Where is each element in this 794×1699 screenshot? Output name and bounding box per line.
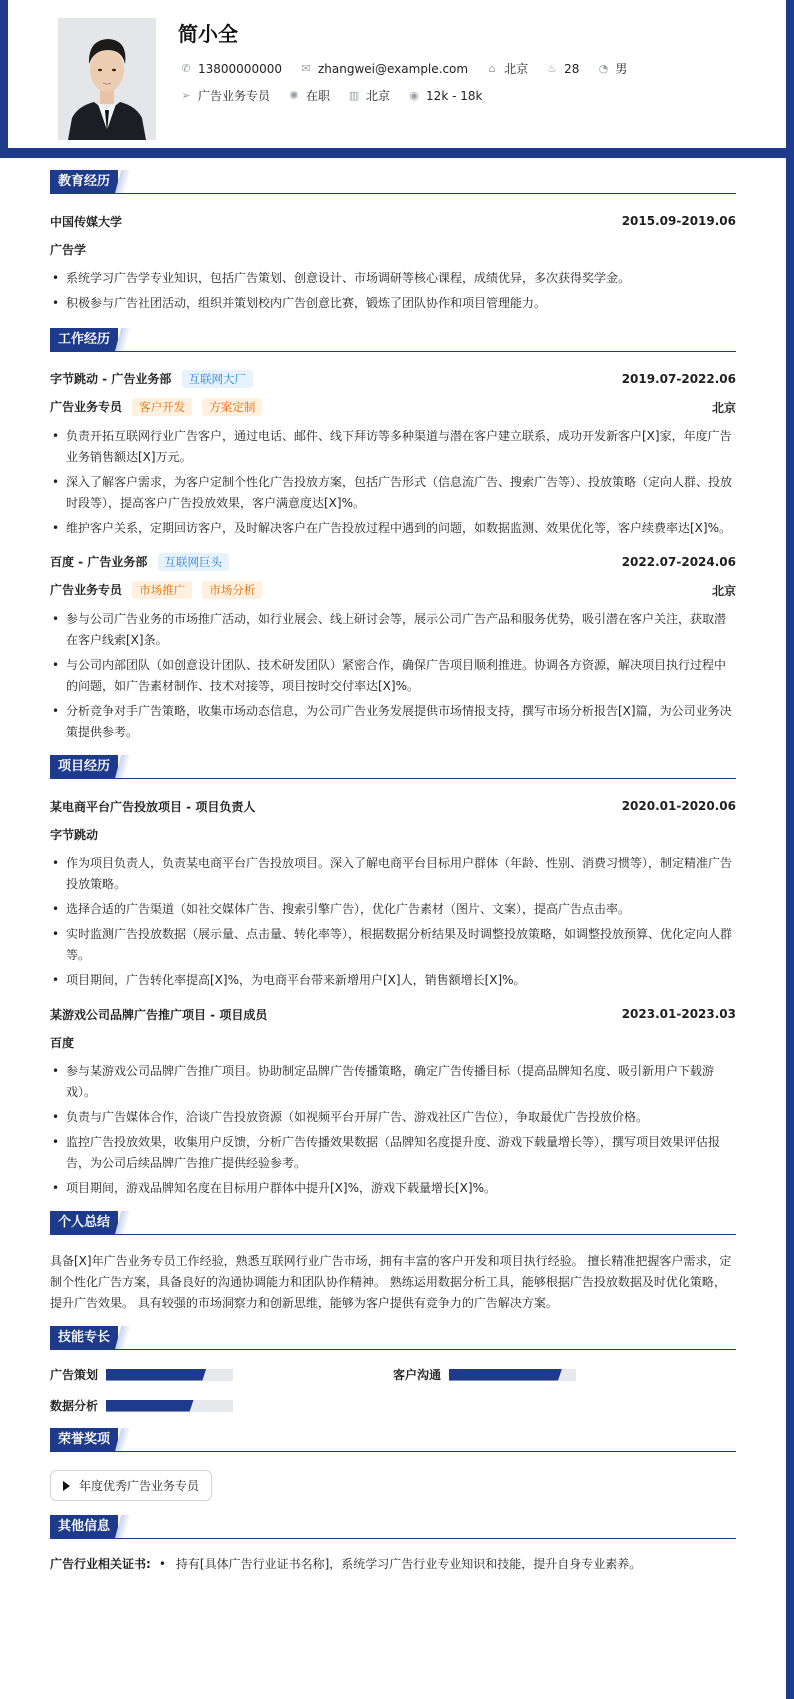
section-header — [50, 1326, 736, 1354]
skill-bar-fill — [449, 1369, 562, 1381]
project-period: 2020.01-2020.06 — [621, 799, 736, 813]
list-item: • 项目期间，广告转化率提高[X]%，为电商平台带来新增用户[X]人，销售额增长[X]%。 — [50, 970, 736, 991]
section-title: 工作经历 — [50, 328, 118, 352]
skill-bar-fill — [106, 1400, 194, 1412]
other-info-row — [50, 1555, 736, 1572]
section-header — [50, 1211, 736, 1239]
project-period: 2023.01-2023.03 — [621, 1007, 736, 1021]
skills-grid — [50, 1366, 736, 1414]
candidate-name: 简小全 — [178, 22, 238, 46]
other-section — [50, 1515, 736, 1572]
project-item — [50, 1003, 736, 1199]
list-item: • 与公司内部团队（如创意设计团队、技术研发团队）紧密合作，确保广告项目顺利推进。协调各方资源，解决项目执行过程中的问题，如广告素材制作、技术对接等，项目按时交付率达[X]%。 — [50, 655, 736, 697]
phone-number: 13800000000 — [198, 61, 282, 76]
skill-bar — [106, 1369, 233, 1381]
play-triangle-icon — [63, 1481, 70, 1491]
awards-section — [50, 1428, 736, 1501]
work-item — [50, 551, 736, 743]
education-item — [50, 210, 736, 314]
list-item: • 负责开拓互联网行业广告客户，通过电话、邮件、线下拜访等多种渠道与潜在客户建立联系，成功开发新客户[X]家，年度广告业务销售额达[X]万元。 — [50, 426, 736, 468]
skill-bar — [106, 1400, 233, 1412]
list-item: • 分析竞争对手广告策略，收集市场动态信息，为公司广告业务发展提供市场情报支持，撰写市场分析报告[X]篇，为公司业务决策提供参考。 — [50, 701, 736, 743]
frame-right-bar — [786, 0, 794, 1699]
email-address: zhangwei@example.com — [317, 61, 469, 76]
profile-photo — [58, 18, 156, 140]
status-icon: ✺ — [289, 88, 299, 102]
target-city: 北京 — [366, 89, 391, 103]
section-divider — [50, 1538, 736, 1539]
list-item: • 参与某游戏公司品牌广告推广项目。协助制定品牌广告传播策略，确定广告传播目标（提高品牌知名度、吸引新用户下载游戏）。 — [50, 1061, 736, 1103]
contact-row — [180, 60, 639, 77]
education-period: 2015.09-2019.06 — [621, 214, 736, 228]
project-name: 某游戏公司品牌广告推广项目 - 项目成员 — [50, 1007, 268, 1022]
section-divider — [50, 1349, 736, 1350]
section-title: 荣誉奖项 — [50, 1428, 118, 1452]
job-status: 在职 — [306, 89, 331, 103]
resume-body — [50, 170, 736, 1572]
target-position: 广告业务专员 — [198, 89, 271, 103]
skill-item — [50, 1397, 393, 1414]
list-item: • 深入了解客户需求，为客户定制个性化广告投放方案，包括广告形式（信息流广告、搜索广告等）、投放策略（定向人群、投放时段等），提高客户广告投放效果，客户满意度达[X]%。 — [50, 472, 736, 514]
skill-name: 数据分析 — [50, 1399, 99, 1413]
skill-item — [50, 1366, 393, 1383]
salary-icon: ◉ — [409, 88, 419, 102]
gender: 男 — [615, 62, 628, 76]
home-location: 北京 — [504, 62, 529, 76]
section-divider — [50, 193, 736, 194]
summary-text: 具备[X]年广告业务专员工作经验，熟悉互联网行业广告市场，拥有丰富的客户开发和项目执行经验。 擅长精准把握客户需求，定制个性化广告方案，具备良好的沟通协调能力和团队协作精神。 熟练运用数据分析工具，能够根据广告投放数据及时优化策略，提升广告效果。 具有较强的市场洞察力和创新思维，能够为客户提供有竞争力的广告解决方案。 — [50, 1254, 732, 1310]
award-name: 年度优秀广告业务专员 — [79, 1479, 200, 1493]
frame-top-bar — [0, 148, 794, 158]
section-title: 个人总结 — [50, 1211, 118, 1235]
list-item: • 积极参与广告社团活动，组织并策划校内广告创意比赛，锻炼了团队协作和项目管理能力。 — [50, 293, 736, 314]
project-name: 某电商平台广告投放项目 - 项目负责人 — [50, 799, 256, 814]
skill-name: 客户沟通 — [393, 1368, 442, 1382]
section-divider — [50, 351, 736, 352]
work-period: 2022.07-2024.06 — [621, 555, 736, 569]
list-item: • 参与公司广告业务的市场推广活动，如行业展会、线上研讨会等，展示公司广告产品和服务优势，吸引潜在客户关注，获取潜在客户线索[X]条。 — [50, 609, 736, 651]
company-name: 百度 - 广告业务部 — [50, 555, 148, 569]
role-tag: 方案定制 — [202, 398, 262, 416]
gender-icon: ◔ — [598, 61, 609, 75]
education-section — [50, 170, 736, 314]
section-divider — [50, 1451, 736, 1452]
project-org: 百度 — [50, 1035, 75, 1050]
work-item — [50, 368, 736, 539]
list-item: • 项目期间，游戏品牌知名度在目标用户群体中提升[X]%，游戏下载量增长[X]%。 — [50, 1178, 736, 1199]
major: 广告学 — [50, 242, 87, 257]
company-name: 字节跳动 - 广告业务部 — [50, 372, 172, 386]
other-label: 广告行业相关证书: — [50, 1557, 151, 1571]
list-item: • 选择合适的广告渠道（如社交媒体广告、搜索引擎广告），优化广告素材（图片、文案），提高广告点击率。 — [50, 899, 736, 920]
project-org: 字节跳动 — [50, 827, 99, 842]
award-item — [50, 1470, 212, 1501]
job-intent-row — [180, 87, 494, 104]
skill-bar — [449, 1369, 576, 1381]
section-header — [50, 328, 736, 356]
work-location: 北京 — [711, 583, 736, 598]
section-title: 项目经历 — [50, 755, 118, 779]
home-icon: ⌂ — [488, 61, 496, 75]
list-item: • 负责与广告媒体合作，洽谈广告投放资源（如视频平台开屏广告、游戏社区广告位），争取最优广告投放价格。 — [50, 1107, 736, 1128]
company-tag: 互联网大厂 — [182, 370, 254, 388]
skill-bar-fill — [106, 1369, 206, 1381]
list-item: • 监控广告投放效果，收集用户反馈，分析广告传播效果数据（品牌知名度提升度、游戏下载量增长等），撰写项目效果评估报告，为公司后续品牌广告推广提供经验参考。 — [50, 1132, 736, 1174]
section-divider — [50, 778, 736, 779]
section-title: 其他信息 — [50, 1515, 118, 1539]
role-tag: 市场分析 — [202, 581, 262, 599]
role-tag: 市场推广 — [132, 581, 192, 599]
work-location: 北京 — [711, 400, 736, 415]
section-title: 教育经历 — [50, 170, 118, 194]
section-header — [50, 1428, 736, 1456]
age: 28 — [564, 61, 580, 76]
skills-section — [50, 1326, 736, 1414]
other-text: 持有[具体广告行业证书名称]，系统学习广告行业专业知识和技能，提升自身专业素养。 — [175, 1557, 642, 1571]
section-header — [50, 1515, 736, 1543]
section-header — [50, 755, 736, 783]
school-name: 中国传媒大学 — [50, 214, 123, 229]
phone-icon: ✆ — [181, 61, 191, 75]
section-divider — [50, 1234, 736, 1235]
section-header — [50, 170, 736, 198]
building-icon: ▥ — [348, 88, 360, 102]
email-icon: ✉ — [301, 61, 311, 75]
summary-section — [50, 1211, 736, 1314]
section-title: 技能专长 — [50, 1326, 118, 1350]
job-role: 广告业务专员 — [50, 583, 123, 597]
frame-left-bar — [0, 0, 8, 150]
company-tag: 互联网巨头 — [158, 553, 230, 571]
projects-section — [50, 755, 736, 1199]
work-period: 2019.07-2022.06 — [621, 372, 736, 386]
cake-icon: ♨ — [547, 61, 558, 75]
skill-item — [393, 1366, 736, 1383]
list-item: • 实时监测广告投放数据（展示量、点击量、转化率等），根据数据分析结果及时调整投放策略，如调整投放预算、优化定向人群等。 — [50, 924, 736, 966]
role-tag: 客户开发 — [132, 398, 192, 416]
resume-header — [8, 0, 786, 150]
project-item — [50, 795, 736, 991]
job-role: 广告业务专员 — [50, 400, 123, 414]
send-icon: ➢ — [181, 88, 191, 102]
expected-salary: 12k - 18k — [426, 88, 483, 103]
skill-name: 广告策划 — [50, 1368, 99, 1382]
work-section — [50, 328, 736, 743]
list-item: • 系统学习广告学专业知识，包括广告策划、创意设计、市场调研等核心课程，成绩优异，多次获得奖学金。 — [50, 268, 736, 289]
list-item: • 维护客户关系，定期回访客户，及时解决客户在广告投放过程中遇到的问题，如数据监测、效果优化等，客户续费率达[X]%。 — [50, 518, 736, 539]
bullet-dot: • — [158, 1556, 166, 1571]
list-item: • 作为项目负责人，负责某电商平台广告投放项目。深入了解电商平台目标用户群体（年龄、性别、消费习惯等），制定精准广告投放策略。 — [50, 853, 736, 895]
